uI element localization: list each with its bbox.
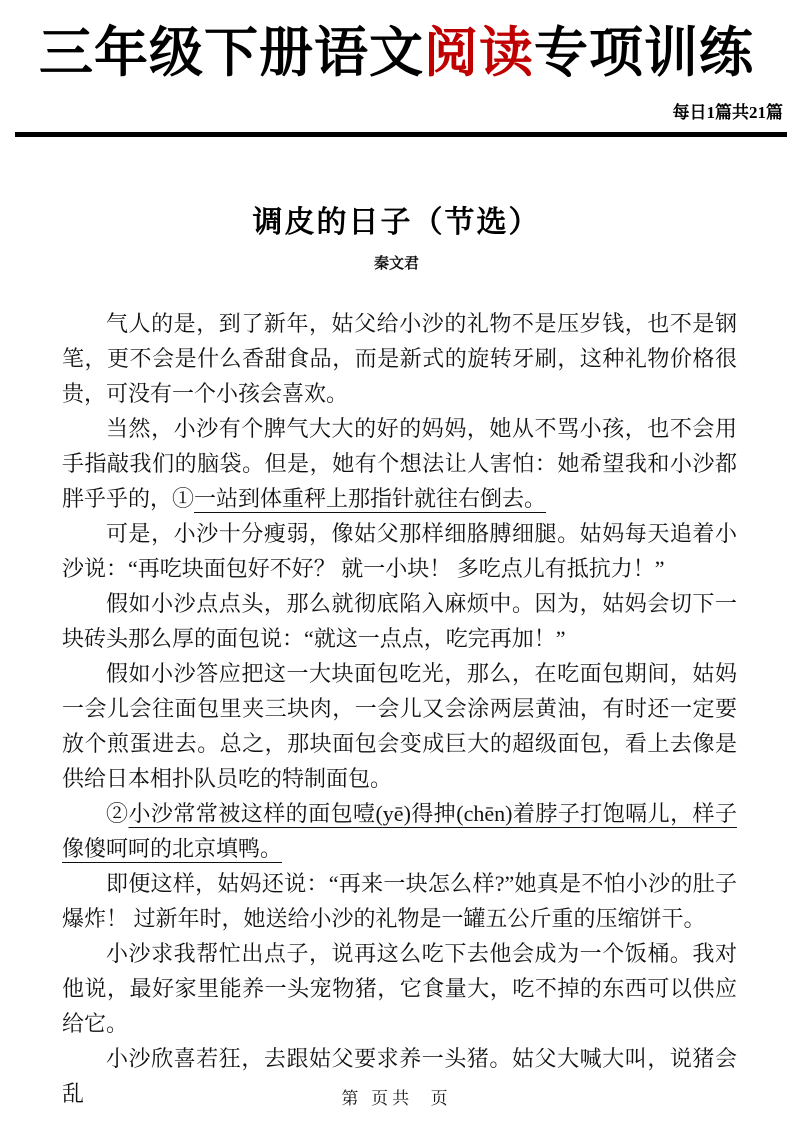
paragraph (62, 866, 737, 936)
text-segment: 假如小沙点点头，那么就彻底陷入麻烦中。因为，姑妈会切下一块砖头那么厚的面包说：“就这一点点，吃完再加！” (62, 591, 737, 651)
text-segment: 假如小沙答应把这一大块面包吃光，那么，在吃面包期间，姑妈一会儿会往面包里夹三块肉，一会儿又会涂两层黄油，有时还一定要放个煎蛋进去。总之，那块面包会变成巨大的超级面包，看上去像是供给日本相扑队员吃的特制面包。 (62, 661, 737, 791)
article-body (62, 306, 737, 1111)
text-segment: 小沙欣喜若狂，去跟姑父要求养一头猪。姑父大喊大叫，说猪会乱 (62, 1046, 737, 1106)
paragraph (62, 936, 737, 1041)
text-segment: 气人的是，到了新年，姑父给小沙的礼物不是压岁钱，也不是钢笔，更不会是什么香甜食品，而是新式的旋转牙刷，这种礼物价格很贵，可没有一个小孩会喜欢。 (62, 311, 737, 406)
page-title-left: 三年级下册语文 (39, 23, 424, 83)
paragraph (62, 586, 737, 656)
header-subtitle: 每日1篇共21篇 (672, 103, 783, 122)
header-divider (15, 132, 787, 137)
text-segment: 小沙求我帮忙出点子，说再这么吃下去他会成为一个饭桶。我对他说，最好家里能养一头宠物猪，它食量大，吃不掉的东西可以供应给它。 (62, 941, 737, 1036)
text-segment: 可是，小沙十分瘦弱，像姑父那样细胳膊细腿。姑妈每天追着小沙说：“再吃块面包好不好？ 就一小块！ 多吃点儿有抵抗力！” (62, 521, 737, 581)
paragraph (62, 796, 737, 866)
paragraph (62, 516, 737, 586)
text-segment: 当然，小沙有个脾气大大的好的妈妈，她从不骂小孩，也不会用手指敲我们的脑袋。但是，她有个想法让人害怕：她希望我和小沙都胖乎乎的， (62, 416, 737, 511)
paragraph (62, 656, 737, 796)
page-title (0, 0, 793, 86)
article-title: 调皮的日子（节选） (252, 206, 541, 239)
circled-number: ① (172, 486, 195, 511)
article-author: 秦文君 (373, 256, 419, 272)
page-title-highlight: 阅读 (424, 23, 534, 83)
circled-number: ② (106, 801, 129, 826)
page-title-right: 专项训练 (534, 23, 754, 83)
paragraph (62, 306, 737, 411)
paragraph (62, 411, 737, 516)
text-segment: 即便这样，姑妈还说：“再来一块怎么样?”她真是不怕小沙的肚子爆炸！ 过新年时，她送给小沙的礼物是一罐五公斤重的压缩饼干。 (62, 871, 737, 931)
underlined-sentence: 小沙常常被这样的面包噎(yē)得抻(chēn)着脖子打饱嗝儿，样子像傻呵呵的北京填鸭。 (62, 801, 737, 861)
page-footer: 第 页共 页 (341, 1089, 452, 1108)
underlined-sentence: 一站到体重秤上那指针就往右倒去。 (194, 486, 547, 511)
